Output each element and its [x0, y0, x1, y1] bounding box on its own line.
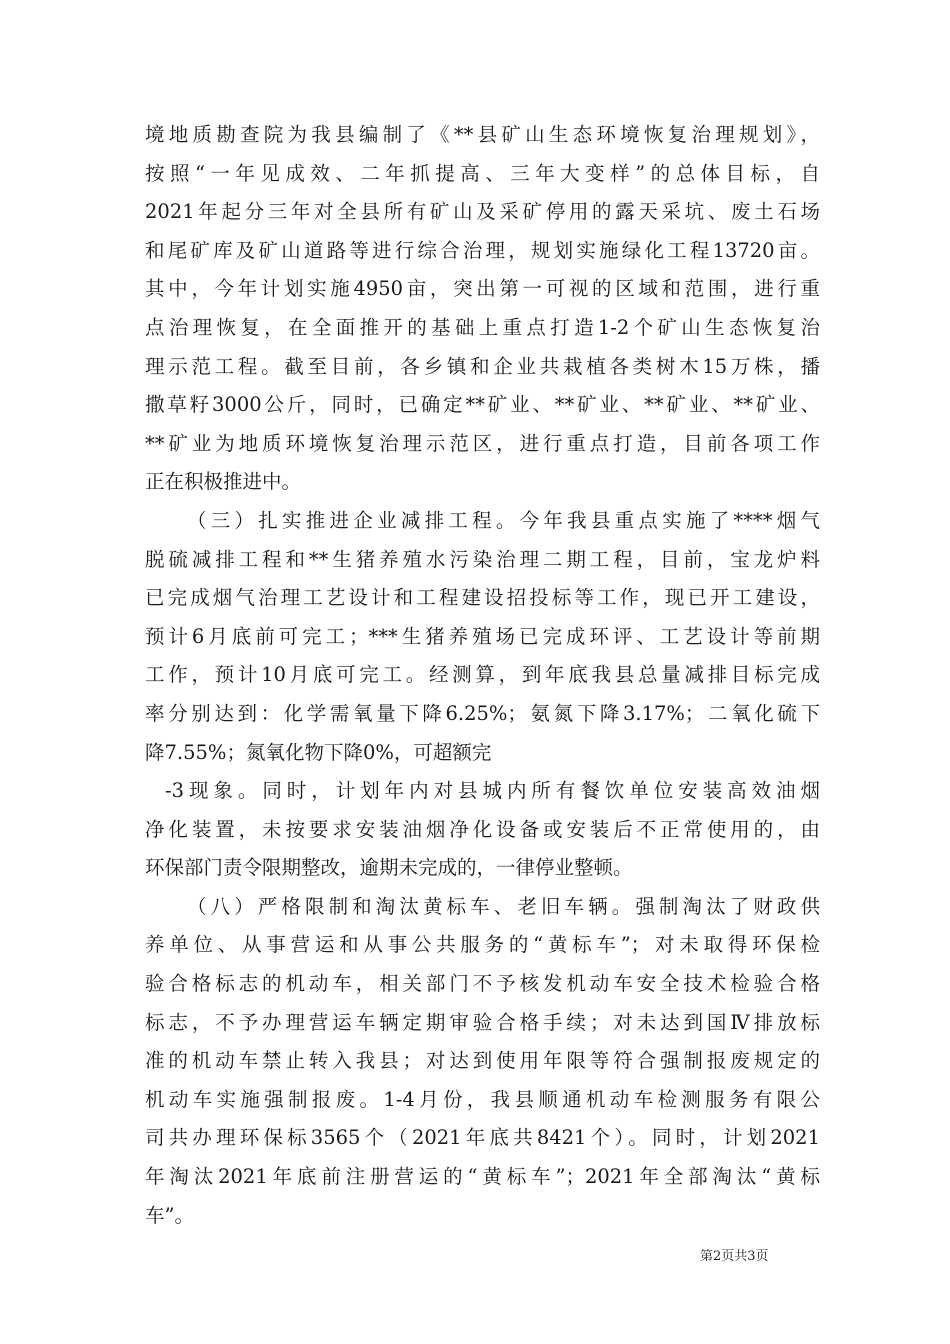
paragraph: [145, 888, 820, 1235]
paragraph: [145, 772, 820, 888]
text-line: 率分别达到：化学需氧量下降6.25%；氨氮下降3.17%；二氧化硫下: [145, 701, 820, 725]
page-number: 第2页共3页: [700, 1249, 769, 1264]
text-line: 2021年起分三年对全县所有矿山及采矿停用的露天采坑、废土石场: [145, 200, 820, 224]
paragraph: [145, 502, 820, 772]
text-line: 司共办理环保标3565个（2021年底共8421个）。同时，计划2021: [145, 1126, 820, 1150]
text-line: 标志，不予办理营运车辆定期审验合格手续；对未达到国Ⅳ排放标: [145, 1010, 820, 1034]
text-line: 年淘汰2021年底前注册营运的“黄标车”；2021年全部淘汰“黄标: [145, 1165, 820, 1189]
document-body: [145, 116, 820, 1235]
text-line: **矿业为地质环境恢复治理示范区，进行重点打造，目前各项工作: [145, 431, 820, 455]
text-line: 境地质勘查院为我县编制了《**县矿山生态环境恢复治理规划》，: [145, 123, 820, 146]
text-line: 准的机动车禁止转入我县；对达到使用年限等符合强制报废规定的: [145, 1049, 820, 1073]
text-line: 脱硫减排工程和**生猪养殖水污染治理二期工程，目前，宝龙炉料: [145, 547, 820, 571]
text-line: 按照“一年见成效、二年抓提高、三年大变样”的总体目标，自: [145, 161, 820, 185]
text-line: 降7.55%；氮氧化物下降0%，可超额完: [145, 740, 492, 764]
text-line: 理示范工程。截至目前，各乡镇和企业共栽植各类树木15万株，播: [145, 354, 820, 378]
text-line: 验合格标志的机动车，相关部门不予核发机动车安全技术检验合格: [145, 972, 820, 996]
text-line: 养单位、从事营运和从事公共服务的“黄标车”；对未取得环保检: [145, 933, 820, 957]
paragraph: [145, 116, 820, 502]
text-line: -3现象。同时，计划年内对县城内所有餐饮单位安装高效油烟: [165, 779, 820, 803]
text-line: （八）严格限制和淘汰黄标车、老旧车辆。强制淘汰了财政供: [187, 894, 820, 918]
text-line: 工作，预计10月底可完工。经测算，到年底我县总量减排目标完成: [145, 663, 820, 687]
text-line: 已完成烟气治理工艺设计和工程建设招投标等工作，现已开工建设，: [145, 586, 820, 610]
text-line: 正在积极推进中。: [145, 470, 302, 494]
text-line: 环保部门责令限期整改，逾期未完成的，一律停业整顿。: [145, 856, 633, 880]
text-line: （三）扎实推进企业减排工程。今年我县重点实施了****烟气: [187, 508, 820, 532]
text-line: 预计6月底前可完工；***生猪养殖场已完成环评、工艺设计等前期: [145, 624, 820, 648]
text-line: 其中，今年计划实施4950亩，突出第一可视的区域和范围，进行重: [145, 277, 820, 301]
text-line: 和尾矿库及矿山道路等进行综合治理，规划实施绿化工程13720亩。: [145, 238, 820, 262]
text-line: 机动车实施强制报废。1-4月份，我县顺通机动车检测服务有限公: [145, 1087, 820, 1111]
text-line: 点治理恢复，在全面推开的基础上重点打造1-2个矿山生态恢复治: [145, 315, 820, 339]
text-line: 净化装置，未按要求安装油烟净化设备或安装后不正常使用的，由: [145, 817, 820, 841]
text-line: 撒草籽3000公斤，同时，已确定**矿业、**矿业、**矿业、**矿业、: [145, 393, 820, 417]
text-line: 车”。: [145, 1203, 194, 1227]
